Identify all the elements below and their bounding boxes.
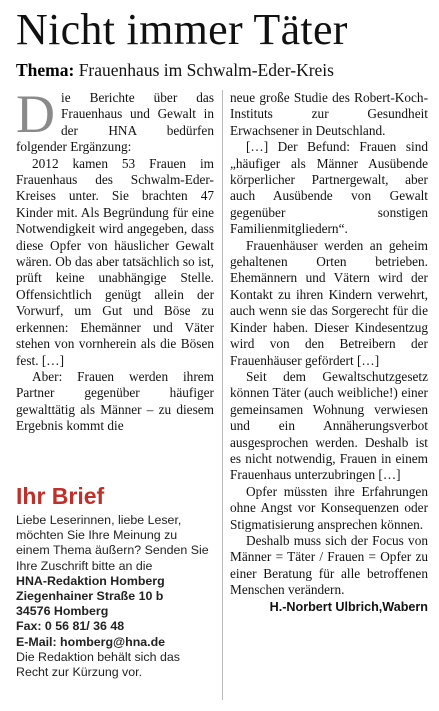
headline: Nicht immer Täter (16, 5, 348, 54)
author-signature: H.-Norbert Ulbrich,Wabern (269, 599, 428, 614)
ihr-brief-title: Ihr Brief (16, 483, 105, 509)
ihr-brief-text (16, 513, 214, 680)
paragraph: neue große Studie des Robert-Koch-Instituts zur Gesundheit Erwachsener in Deutschland. (230, 90, 428, 138)
right-column (230, 90, 428, 615)
brief-intro: Liebe Leserinnen, liebe Leser, möchten Sie Ihre Meinung zu einem Thema äußern? Senden Sie Ihre Zuschrift bitte an die (16, 513, 209, 573)
paragraph: […] Der Befund: Frauen sind „häufiger als Männer Ausübende körperlicher Partnergewalt, aber auch Ausübende von Gewalt gegenüber sonstigen Familienmitgliedern“. (230, 139, 428, 237)
paragraph: Deshalb muss sich der Focus von Männer = Täter / Frauen = Opfer zu einer Beratung für alle betroffenen Menschen verändern. (230, 532, 428, 598)
paragraph-intro (16, 84, 214, 156)
subhead-label: Thema: (16, 60, 75, 80)
brief-city: 34576 Homberg (16, 604, 109, 619)
paragraph: Seit dem Gewaltschutzgesetz können Täter (auch weibliche!) einer gemeinsamen Wohnung verwiesen und ein Annäherungsverbot ausgesprochen werden. Deshalb ist es nicht notwendig, Frauen in einem Frauenhaus unterzubringen […] (230, 368, 428, 483)
paragraph: Opfer müssten ihre Erfahrungen ohne Angst vor Konsequenzen oder Stigmatisierung ansprechen können. (230, 483, 428, 532)
brief-org: HNA-Redaktion Homberg (16, 573, 165, 588)
subhead-text: Frauenhaus im Schwalm-Eder-Kreis (78, 60, 334, 80)
ihr-brief-box (16, 483, 214, 680)
paragraph: Aber: Frauen werden ihrem Partner gegenüber häufiger gewalttätig als Männer – zu diesem Ergebnis kommt die (16, 368, 214, 434)
left-column (16, 84, 214, 435)
brief-fax: Fax: 0 56 81/ 36 48 (16, 619, 125, 634)
subhead (16, 60, 429, 80)
column-divider (222, 90, 223, 700)
paragraph: Frauenhäuser werden an geheim gehaltenen Orten betrieben. Ehemännern und Vätern wird der Kontakt zu ihren Kindern verwehrt, auch wenn sie das Sorgerecht für die Kinder haben. Dieser Kindesentzug wird von den Betreibern der Frauenhäuser gefördert […] (230, 237, 428, 368)
dropcap: D (16, 84, 55, 144)
brief-street: Ziegenhainer Straße 10 b (16, 589, 164, 604)
article-columns (16, 84, 429, 700)
brief-note: Die Redaktion behält sich das Recht zur Kürzung vor. (16, 649, 180, 680)
brief-email[interactable]: E-Mail: homberg@hna.de (16, 634, 166, 649)
paragraph-intro-text: ie Berichte über das Frauenhaus und Gewalt in der HNA bedürfen folgender Ergänzung: (16, 90, 214, 155)
paragraph: 2012 kamen 53 Frauen im Frauenhaus des Schwalm-Eder-Kreises unter. Sie brachten 47 Kinder mit. Als Begründung für eine Notwendigkeit wird angegeben, dass diese Opfer von häuslicher Gewalt wären. Ob das aber tatsächlich so ist, prüft keine unabhängige Stelle. Offensichtlich genügt allein der Vorwurf, um Gut und Böse zu erkennen: Ehemänner und Väter stehen von vornherein als die Bösen fest. […] (16, 155, 214, 368)
